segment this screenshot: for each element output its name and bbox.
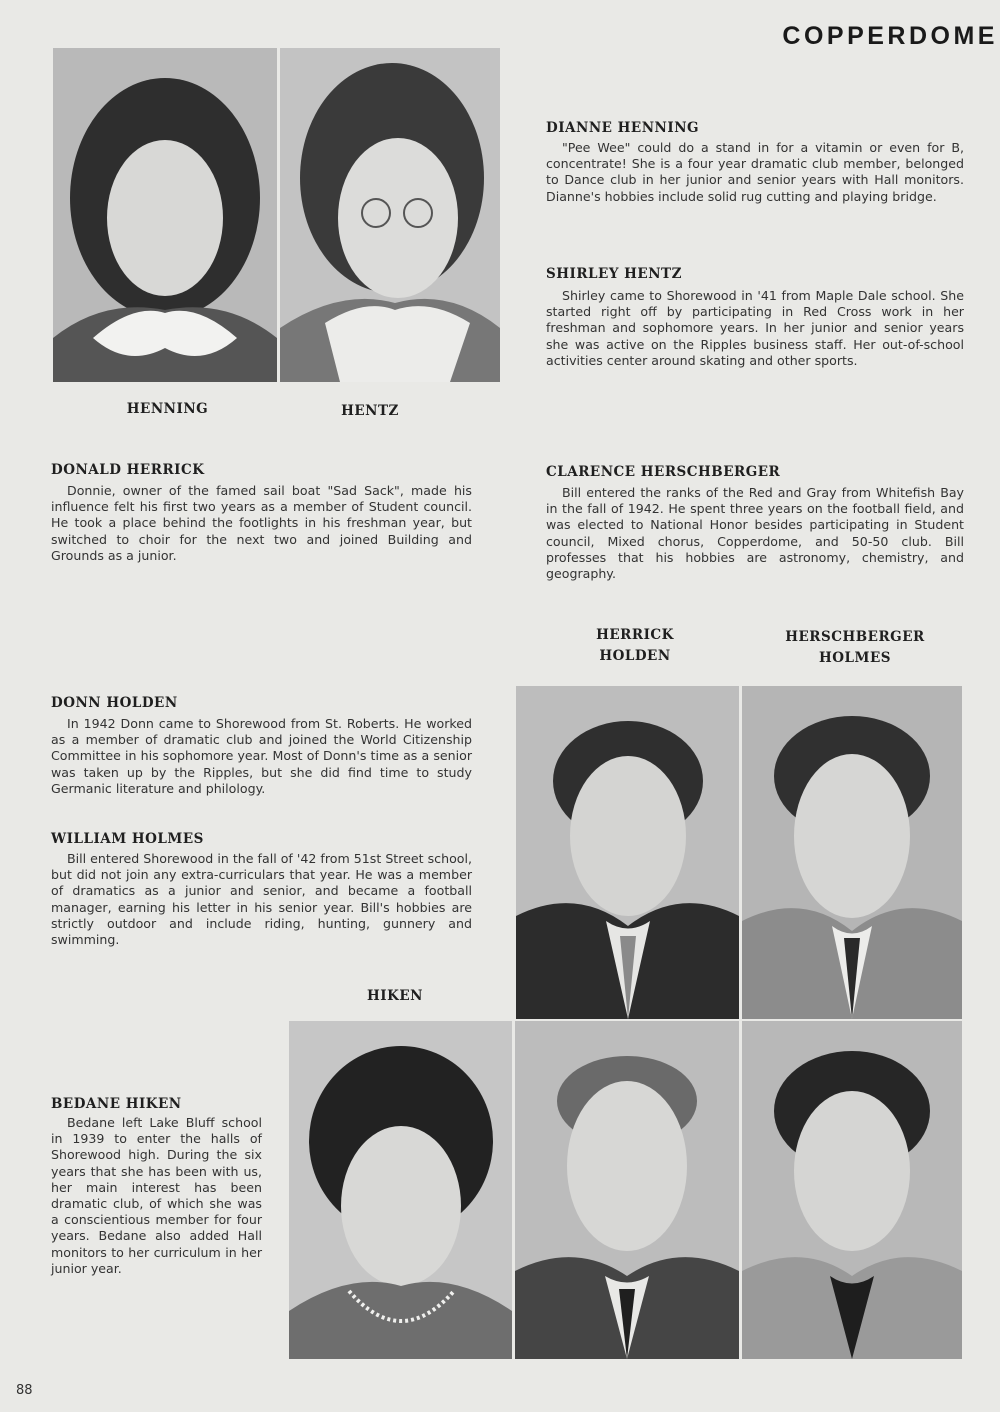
entry-bio-hiken: Bedane left Lake Bluff school in 1939 to enter the halls of Shorewood high. During the six years that she has been with us, her main interest has been dramatic club, of which she was a conscientious member for four years. Bedane also added Hall monitors to her curriculum in her junior year. bbox=[51, 1115, 262, 1276]
entry-name-herrick: DONALD HERRICK bbox=[51, 462, 205, 478]
caption-henning: HENNING bbox=[126, 401, 209, 417]
yearbook-title: COPPERDOME bbox=[782, 22, 998, 50]
entry-bio-herschberger: Bill entered the ranks of the Red and Gray from Whitefish Bay in the fall of 1942. He spent three years on the football field, and was elected to National Honor besides participating in Student council, Mixed chorus, Copperdome, and 50-50 club. Bill professes that his hobbies are astronomy, chemistry, and geography. bbox=[546, 485, 964, 582]
herschberger-portrait bbox=[742, 686, 962, 1019]
page-number: 88 bbox=[16, 1383, 33, 1398]
holmes-portrait bbox=[742, 1021, 962, 1359]
henning-portrait bbox=[53, 48, 277, 382]
entry-name-holmes: WILLIAM HOLMES bbox=[51, 831, 204, 847]
holden-portrait bbox=[515, 1021, 739, 1359]
entry-bio-hentz: Shirley came to Shorewood in '41 from Maple Dale school. She started right off by participating in Red Cross work in her freshman and sophomore years. In her junior and senior years she was active on the Ripples business staff. Her out-of-school activities center around skating and other sports. bbox=[546, 288, 964, 368]
caption-herschberger: HERSCHBERGER bbox=[785, 629, 925, 645]
caption-holmes: HOLMES bbox=[819, 650, 891, 666]
caption-holden: HOLDEN bbox=[599, 648, 671, 664]
entry-bio-herrick: Donnie, owner of the famed sail boat "Sad Sack", made his influence felt his first two years as a member of Student council. He took a place behind the footlights in his freshman year, but switched to choir for the next two and joined Building and Grounds as a junior. bbox=[51, 483, 472, 563]
entry-name-henning: DIANNE HENNING bbox=[546, 120, 700, 136]
caption-herrick: HERRICK bbox=[596, 627, 674, 643]
caption-herschberger-holmes bbox=[775, 627, 935, 669]
entry-name-hentz: SHIRLEY HENTZ bbox=[546, 266, 682, 282]
caption-hentz: HENTZ bbox=[341, 403, 399, 419]
entry-bio-henning: "Pee Wee" could do a stand in for a vitamin or even for B, concentrate! She is a four year dramatic club member, belonged to Dance club in her junior and senior years with Hall monitors. Dianne's hobbies include solid rug cutting and playing bridge. bbox=[546, 140, 964, 204]
hiken-portrait bbox=[289, 1021, 512, 1359]
caption-hiken: HIKEN bbox=[367, 988, 423, 1004]
entry-name-herschberger: CLARENCE HERSCHBERGER bbox=[546, 464, 781, 480]
entry-bio-holmes: Bill entered Shorewood in the fall of '42 from 51st Street school, but did not join any extra-curriculars that year. He was a member of dramatics as a junior and senior, and became a football manager, earning his letter in his senior year. Bill's hobbies are strictly outdoor and include riding, hunting, gunnery and swimming. bbox=[51, 851, 472, 948]
herrick-portrait bbox=[516, 686, 739, 1019]
entry-name-hiken: BEDANE HIKEN bbox=[51, 1096, 182, 1112]
entry-name-holden: DONN HOLDEN bbox=[51, 695, 178, 711]
caption-herrick-holden bbox=[585, 625, 685, 667]
hentz-portrait bbox=[280, 48, 500, 382]
entry-bio-holden: In 1942 Donn came to Shorewood from St. Roberts. He worked as a member of dramatic club and joined the World Citizenship Committee in his sophomore year. Most of Donn's time as a senior was taken up by the Ripples, but she did find time to study Germanic literature and philology. bbox=[51, 716, 472, 796]
